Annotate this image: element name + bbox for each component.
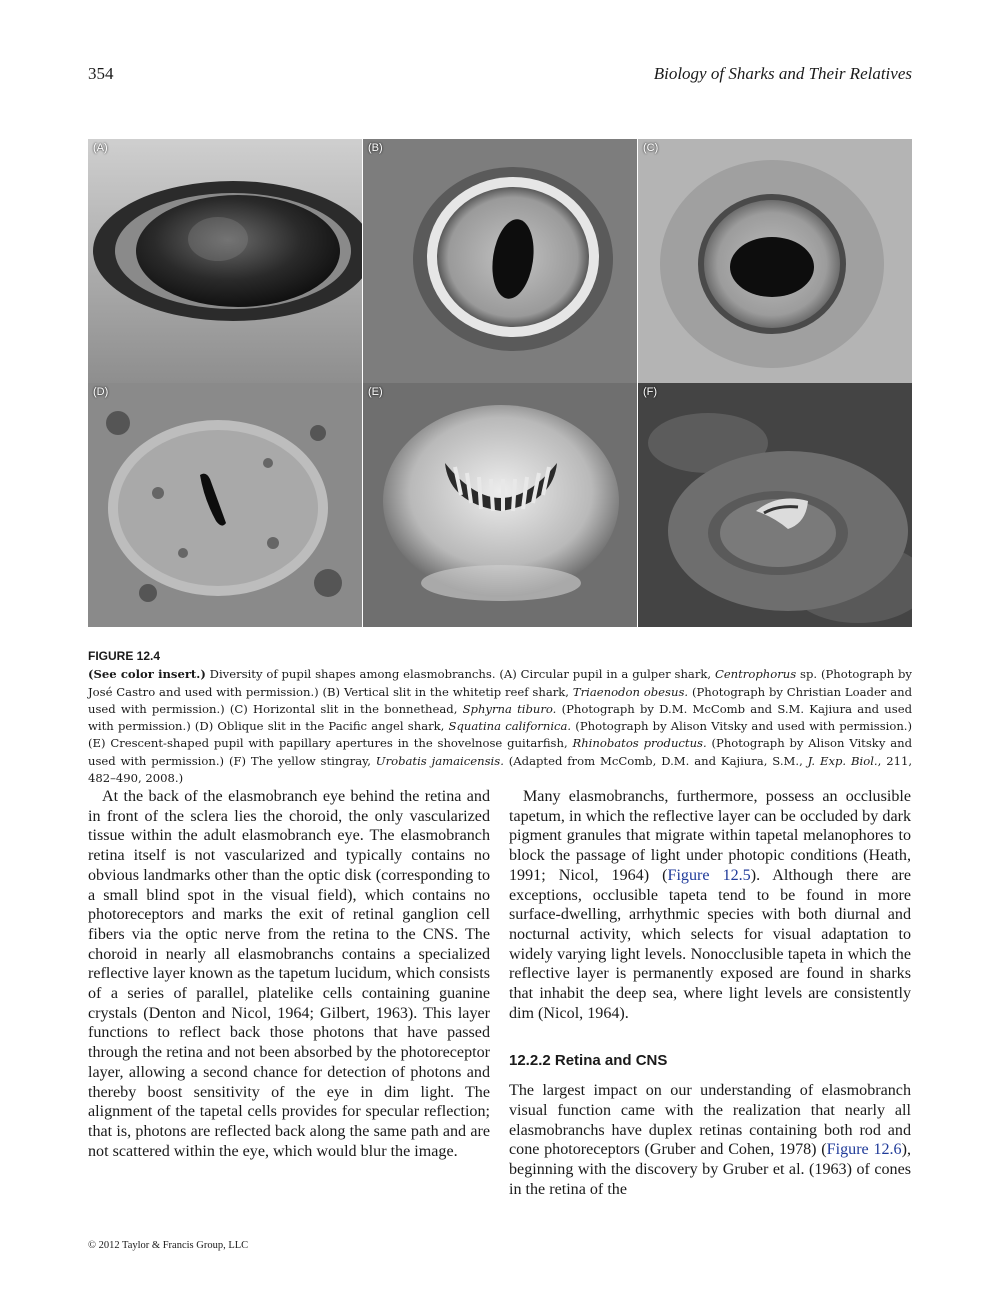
paragraph-text: ). Although there are exceptions, occlusible tapeta tend to be found in more surface-dwelling, arrhythmic species with both diurnal and nocturnal activity, which selects for visual adaptation to widely varying light levels. Nonocclusible tapeta in which the reflective layer is permanently exposed are found in sharks that inhabit the deep sea, where light levels are consistently dim (Nicol, 1964).: [509, 866, 911, 1022]
caption-title: FIGURE 12.4: [88, 649, 161, 663]
caption-text: (Photograph by Christian Loader and used with permission.) (C) Horizontal slit in the bonnethead,: [88, 684, 913, 716]
species-name: Triaenodon obesus.: [572, 684, 689, 699]
caption-text: (Photograph by Alison Vitsky and used with permission.) (F) The yellow stingray,: [88, 736, 912, 768]
panel-label-f: (F): [643, 386, 658, 398]
panel-label-d: (D): [93, 386, 109, 398]
panel-label-b: (B): [368, 142, 383, 154]
eye-photo-e: [363, 383, 637, 627]
species-name: Sphyrna tiburo.: [462, 701, 557, 716]
photo-panel-f: [638, 383, 912, 627]
eye-photo-f: [638, 383, 912, 627]
photo-panel-d: [88, 383, 362, 627]
species-name: Squatina californica.: [448, 719, 572, 734]
caption-text: (Adapted from McComb, D.M. and Kajiura, S.M.,: [503, 753, 808, 768]
body-column-left: [88, 787, 490, 1161]
figure-12-6-link[interactable]: Figure 12.6: [826, 1141, 902, 1159]
panel-label-a: (A): [93, 142, 108, 154]
caption-body: [88, 666, 912, 787]
figure-caption: [88, 648, 912, 787]
body-paragraph: [509, 787, 911, 1023]
photo-panel-b: [363, 139, 637, 383]
caption-text: Diversity of pupil shapes among elasmobranchs. (A) Circular pupil in a gulper shark,: [205, 667, 715, 682]
body-paragraph: At the back of the elasmobranch eye behind the retina and in front of the sclera lies the choroid, the only vascularized tissue within the adult elasmobranch eye. The elasmobranch retina itself is not vascularized and typically contains no obvious landmarks other than the optic disk (corresponding to a small blind spot in the visual field), which contains no photoreceptors and marks the exit of retinal ganglion cell fibers via the optic nerve from the retina to the CNS. The choroid in nearly all elasmobranchs contains a specialized reflective layer known as the tapetum lucidum, which consists of a series of parallel, platelike cells containing guanine crystals (Denton and Nicol, 1964; Gilbert, 1963). This layer functions to reflect back those photons that have passed through the retina and not been absorbed by the photoreceptor layer, allowing a second chance for detection of photons and thereby boost sensitivity of the eye in dim light. The alignment of the tapetal cells provides for specular reflection; that is, photons are reflected back along the same path and are not scattered within the eye, which would blur the image.: [88, 788, 490, 1160]
body-paragraph: [509, 1081, 911, 1199]
journal-name: J. Exp. Biol.: [807, 753, 878, 768]
photo-panel-e: [363, 383, 637, 627]
species-name: Rhinobatos productus.: [572, 736, 707, 751]
section-heading: 12.2.2 Retina and CNS: [509, 1052, 668, 1070]
eye-photo-c: [638, 139, 912, 383]
photo-panel-c: [638, 139, 912, 383]
paragraph-text: The largest impact on our understanding of elasmobranch visual function came with the realization that nearly all elasmobranchs have duplex retinas containing both rod and cone photoreceptors (Gruber and Cohen, 1978) (: [509, 1082, 911, 1159]
running-head: Biology of Sharks and Their Relatives: [653, 64, 912, 83]
eye-photo-a: [88, 139, 362, 383]
paragraph-text: ), beginning with the discovery by Gruber et al. (1963) of cones in the retina of the: [509, 1141, 911, 1198]
copyright-footer: © 2012 Taylor & Francis Group, LLC: [88, 1240, 249, 1251]
figure-12-4: [88, 139, 912, 627]
panel-label-c: (C): [643, 142, 659, 154]
caption-text: (Photograph by Alison Vitsky and used with permission.) (E) Crescent-shaped pupil with papillary apertures in the shovelnose guitarfish,: [88, 719, 913, 751]
color-insert-note: (See color insert.): [88, 667, 206, 682]
photo-panel-a: [88, 139, 362, 383]
species-name: Centrophorus: [714, 667, 797, 682]
body-column-right: [509, 787, 911, 1199]
paragraph-text: Many elasmobranchs, furthermore, possess an occlusible tapetum, in which the reflective layer can be occluded by dark pigment granules that migrate within tapetal melanophores to block the passage of light under photopic conditions (Heath, 1991; Nicol, 1964) (: [509, 788, 911, 884]
panel-label-e: (E): [368, 386, 383, 398]
species-name: Urobatis jamaicensis.: [375, 753, 504, 768]
page-number: 354: [88, 64, 114, 83]
eye-photo-d: [88, 383, 362, 627]
caption-text: sp. (Photograph by José Castro and used with permission.) (B) Vertical slit in the whitetip reef shark,: [88, 667, 912, 699]
caption-text: (Photograph by D.M. McComb and S.M. Kajiura and used with permission.) (D) Oblique slit in the Pacific angel shark,: [88, 701, 913, 734]
eye-photo-b: [363, 139, 637, 383]
figure-12-5-link[interactable]: Figure 12.5: [667, 866, 751, 884]
caption-text: , 211, 482–490, 2008.): [88, 753, 913, 786]
